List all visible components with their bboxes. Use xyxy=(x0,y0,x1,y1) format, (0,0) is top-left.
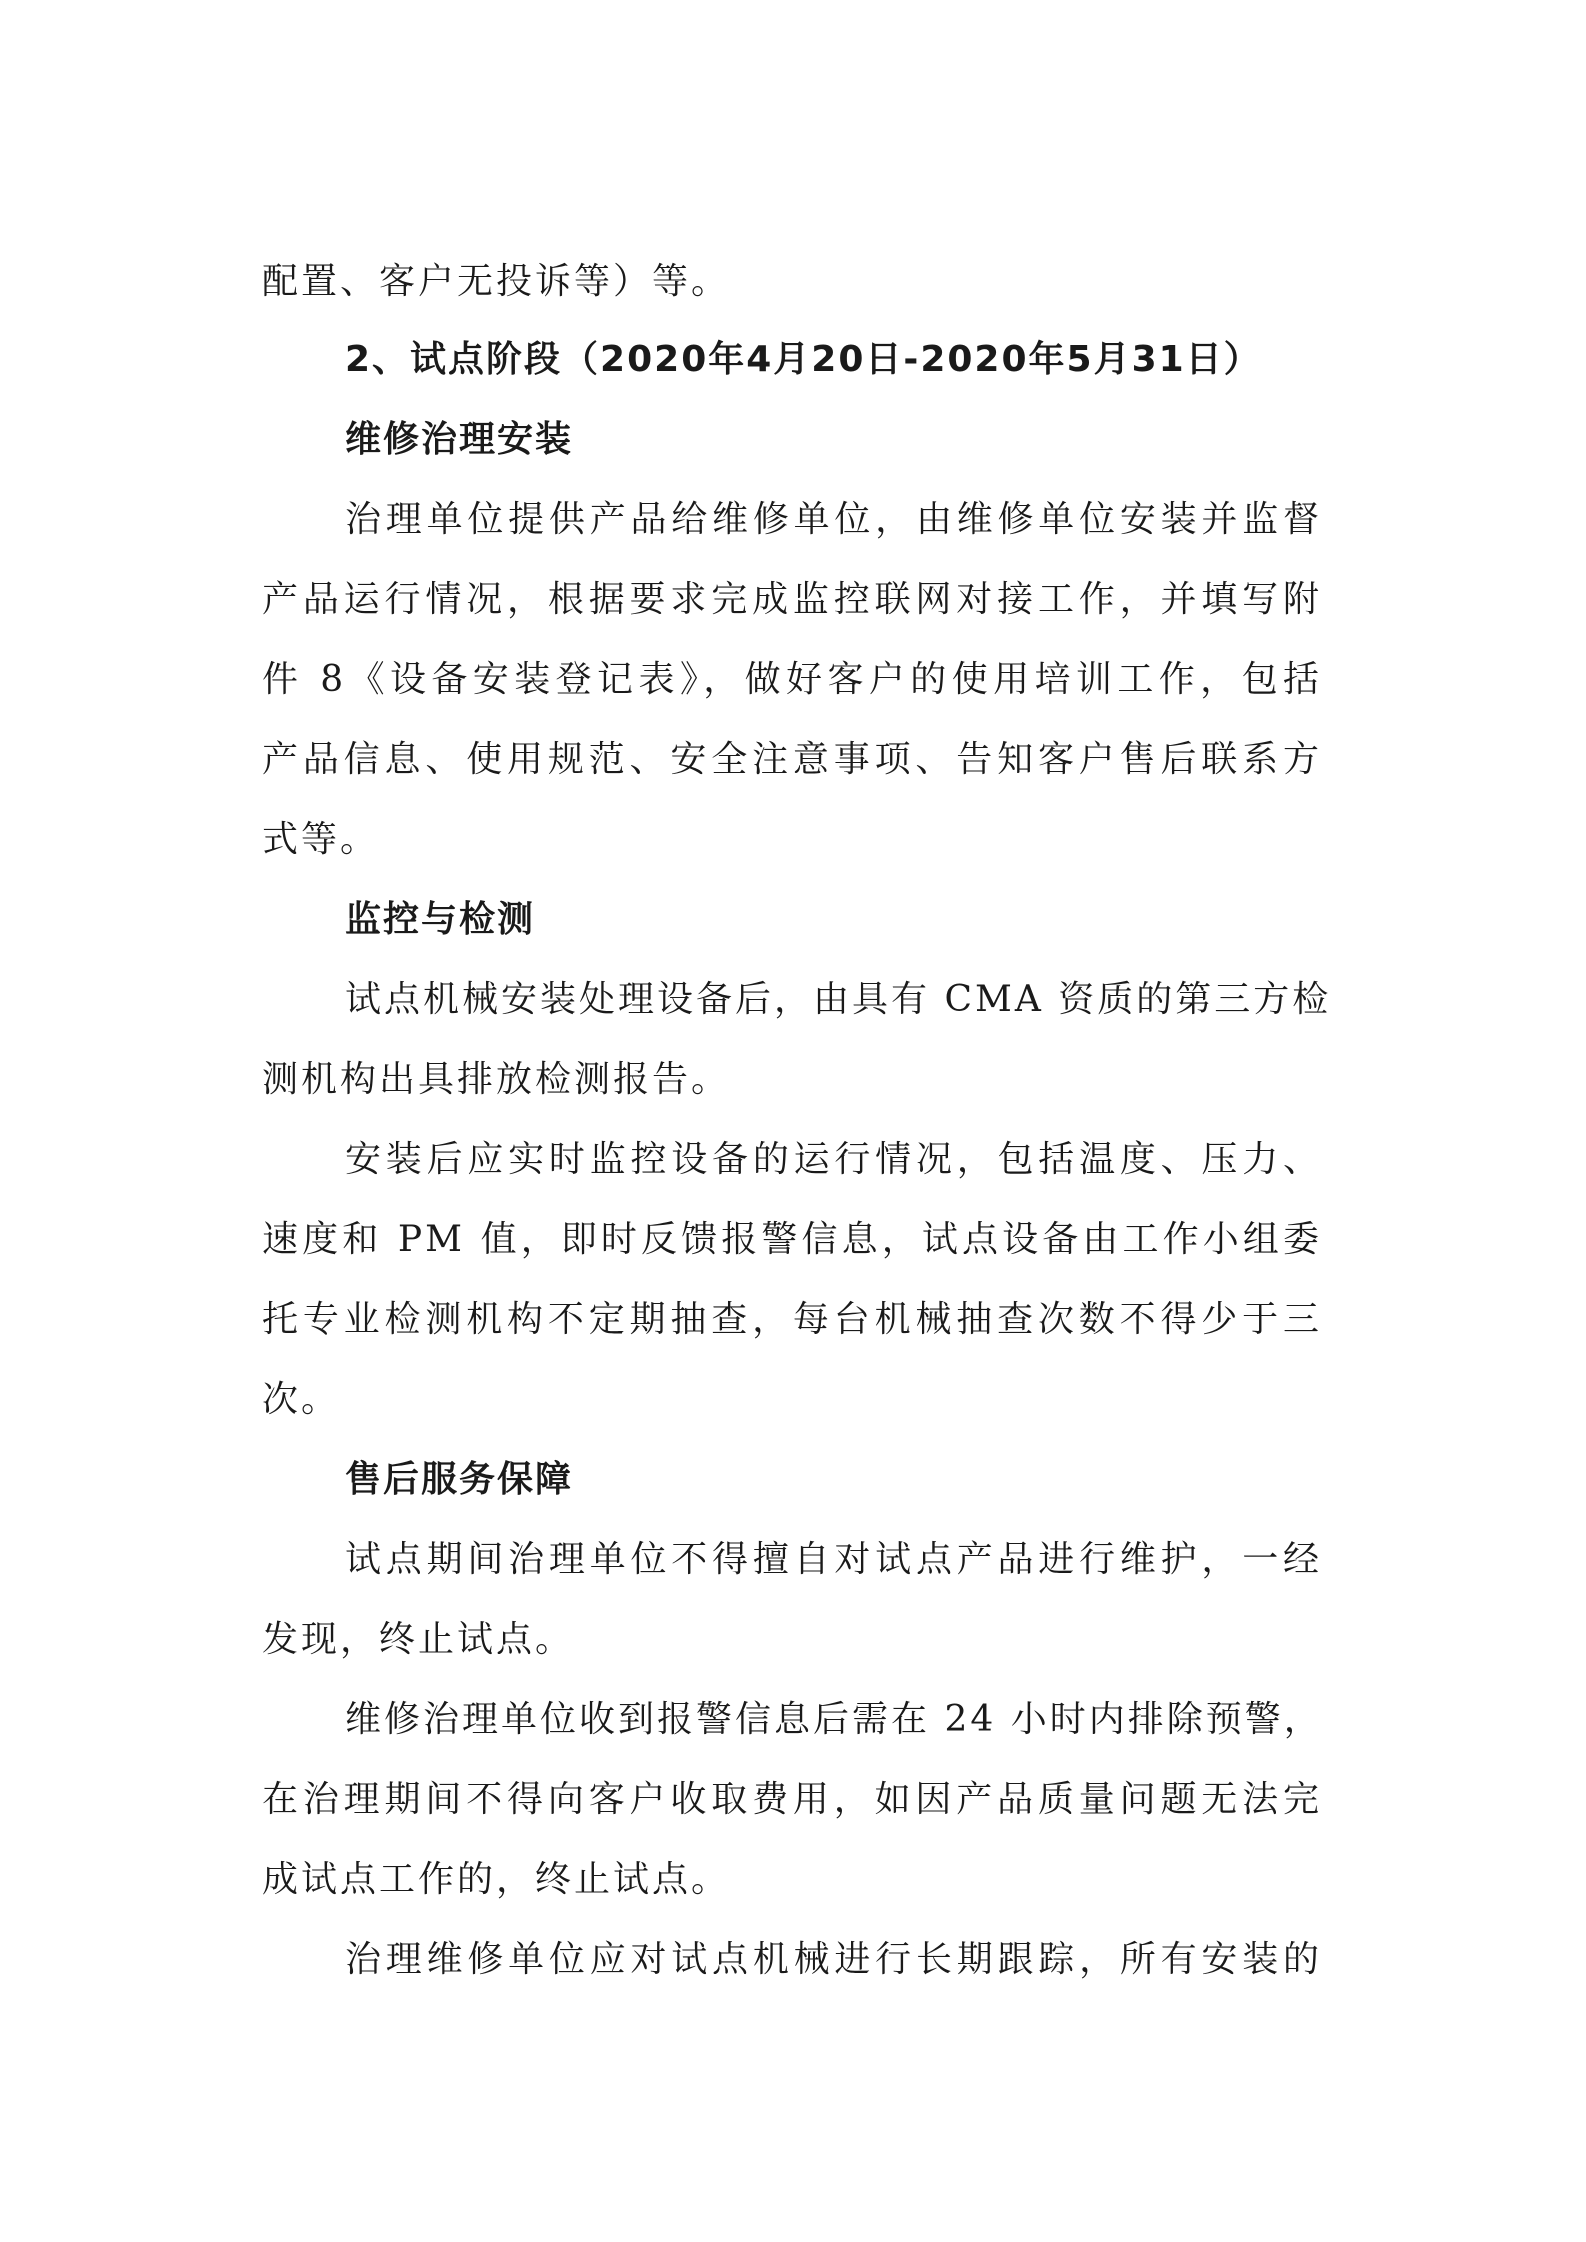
paragraph-line: 次。 xyxy=(262,1379,341,1420)
section-heading-pilot-stage: 2、试点阶段（2020年4月20日-2020年5月31日） xyxy=(345,339,1262,380)
paragraph-line: 产品信息、使用规范、安全注意事项、告知客户售后联系方 xyxy=(262,739,1322,780)
paragraph-line: 发现，终止试点。 xyxy=(262,1619,575,1660)
subheading-repair-install: 维修治理安装 xyxy=(345,419,574,460)
paragraph-line: 在治理期间不得向客户收取费用，如因产品质量问题无法完 xyxy=(262,1779,1322,1820)
subheading-monitoring: 监控与检测 xyxy=(345,899,536,940)
paragraph-line: 维修治理单位收到报警信息后需在 24 小时内排除预警， xyxy=(345,1699,1323,1740)
paragraph-line: 测机构出具排放检测报告。 xyxy=(262,1059,731,1100)
paragraph-line: 试点机械安装处理设备后，由具有 CMA 资质的第三方检 xyxy=(345,979,1332,1020)
paragraph-line: 成试点工作的，终止试点。 xyxy=(262,1859,731,1900)
paragraph-line: 治理维修单位应对试点机械进行长期跟踪，所有安装的 xyxy=(345,1939,1322,1980)
paragraph-line: 托专业检测机构不定期抽查，每台机械抽查次数不得少于三 xyxy=(262,1299,1322,1340)
paragraph-line: 治理单位提供产品给维修单位，由维修单位安装并监督 xyxy=(345,499,1322,540)
subheading-after-sales: 售后服务保障 xyxy=(345,1459,574,1500)
paragraph-line: 速度和 PM 值，即时反馈报警信息，试点设备由工作小组委 xyxy=(262,1219,1322,1260)
paragraph-line: 安装后应实时监控设备的运行情况，包括温度、压力、 xyxy=(345,1139,1322,1180)
paragraph-line: 产品运行情况，根据要求完成监控联网对接工作，并填写附 xyxy=(262,579,1322,620)
paragraph-line: 配置、客户无投诉等）等。 xyxy=(262,261,731,302)
paragraph-line: 试点期间治理单位不得擅自对试点产品进行维护，一经 xyxy=(345,1539,1322,1580)
paragraph-line: 式等。 xyxy=(262,819,380,860)
paragraph-line: 件 8《设备安装登记表》，做好客户的使用培训工作，包括 xyxy=(262,659,1322,700)
